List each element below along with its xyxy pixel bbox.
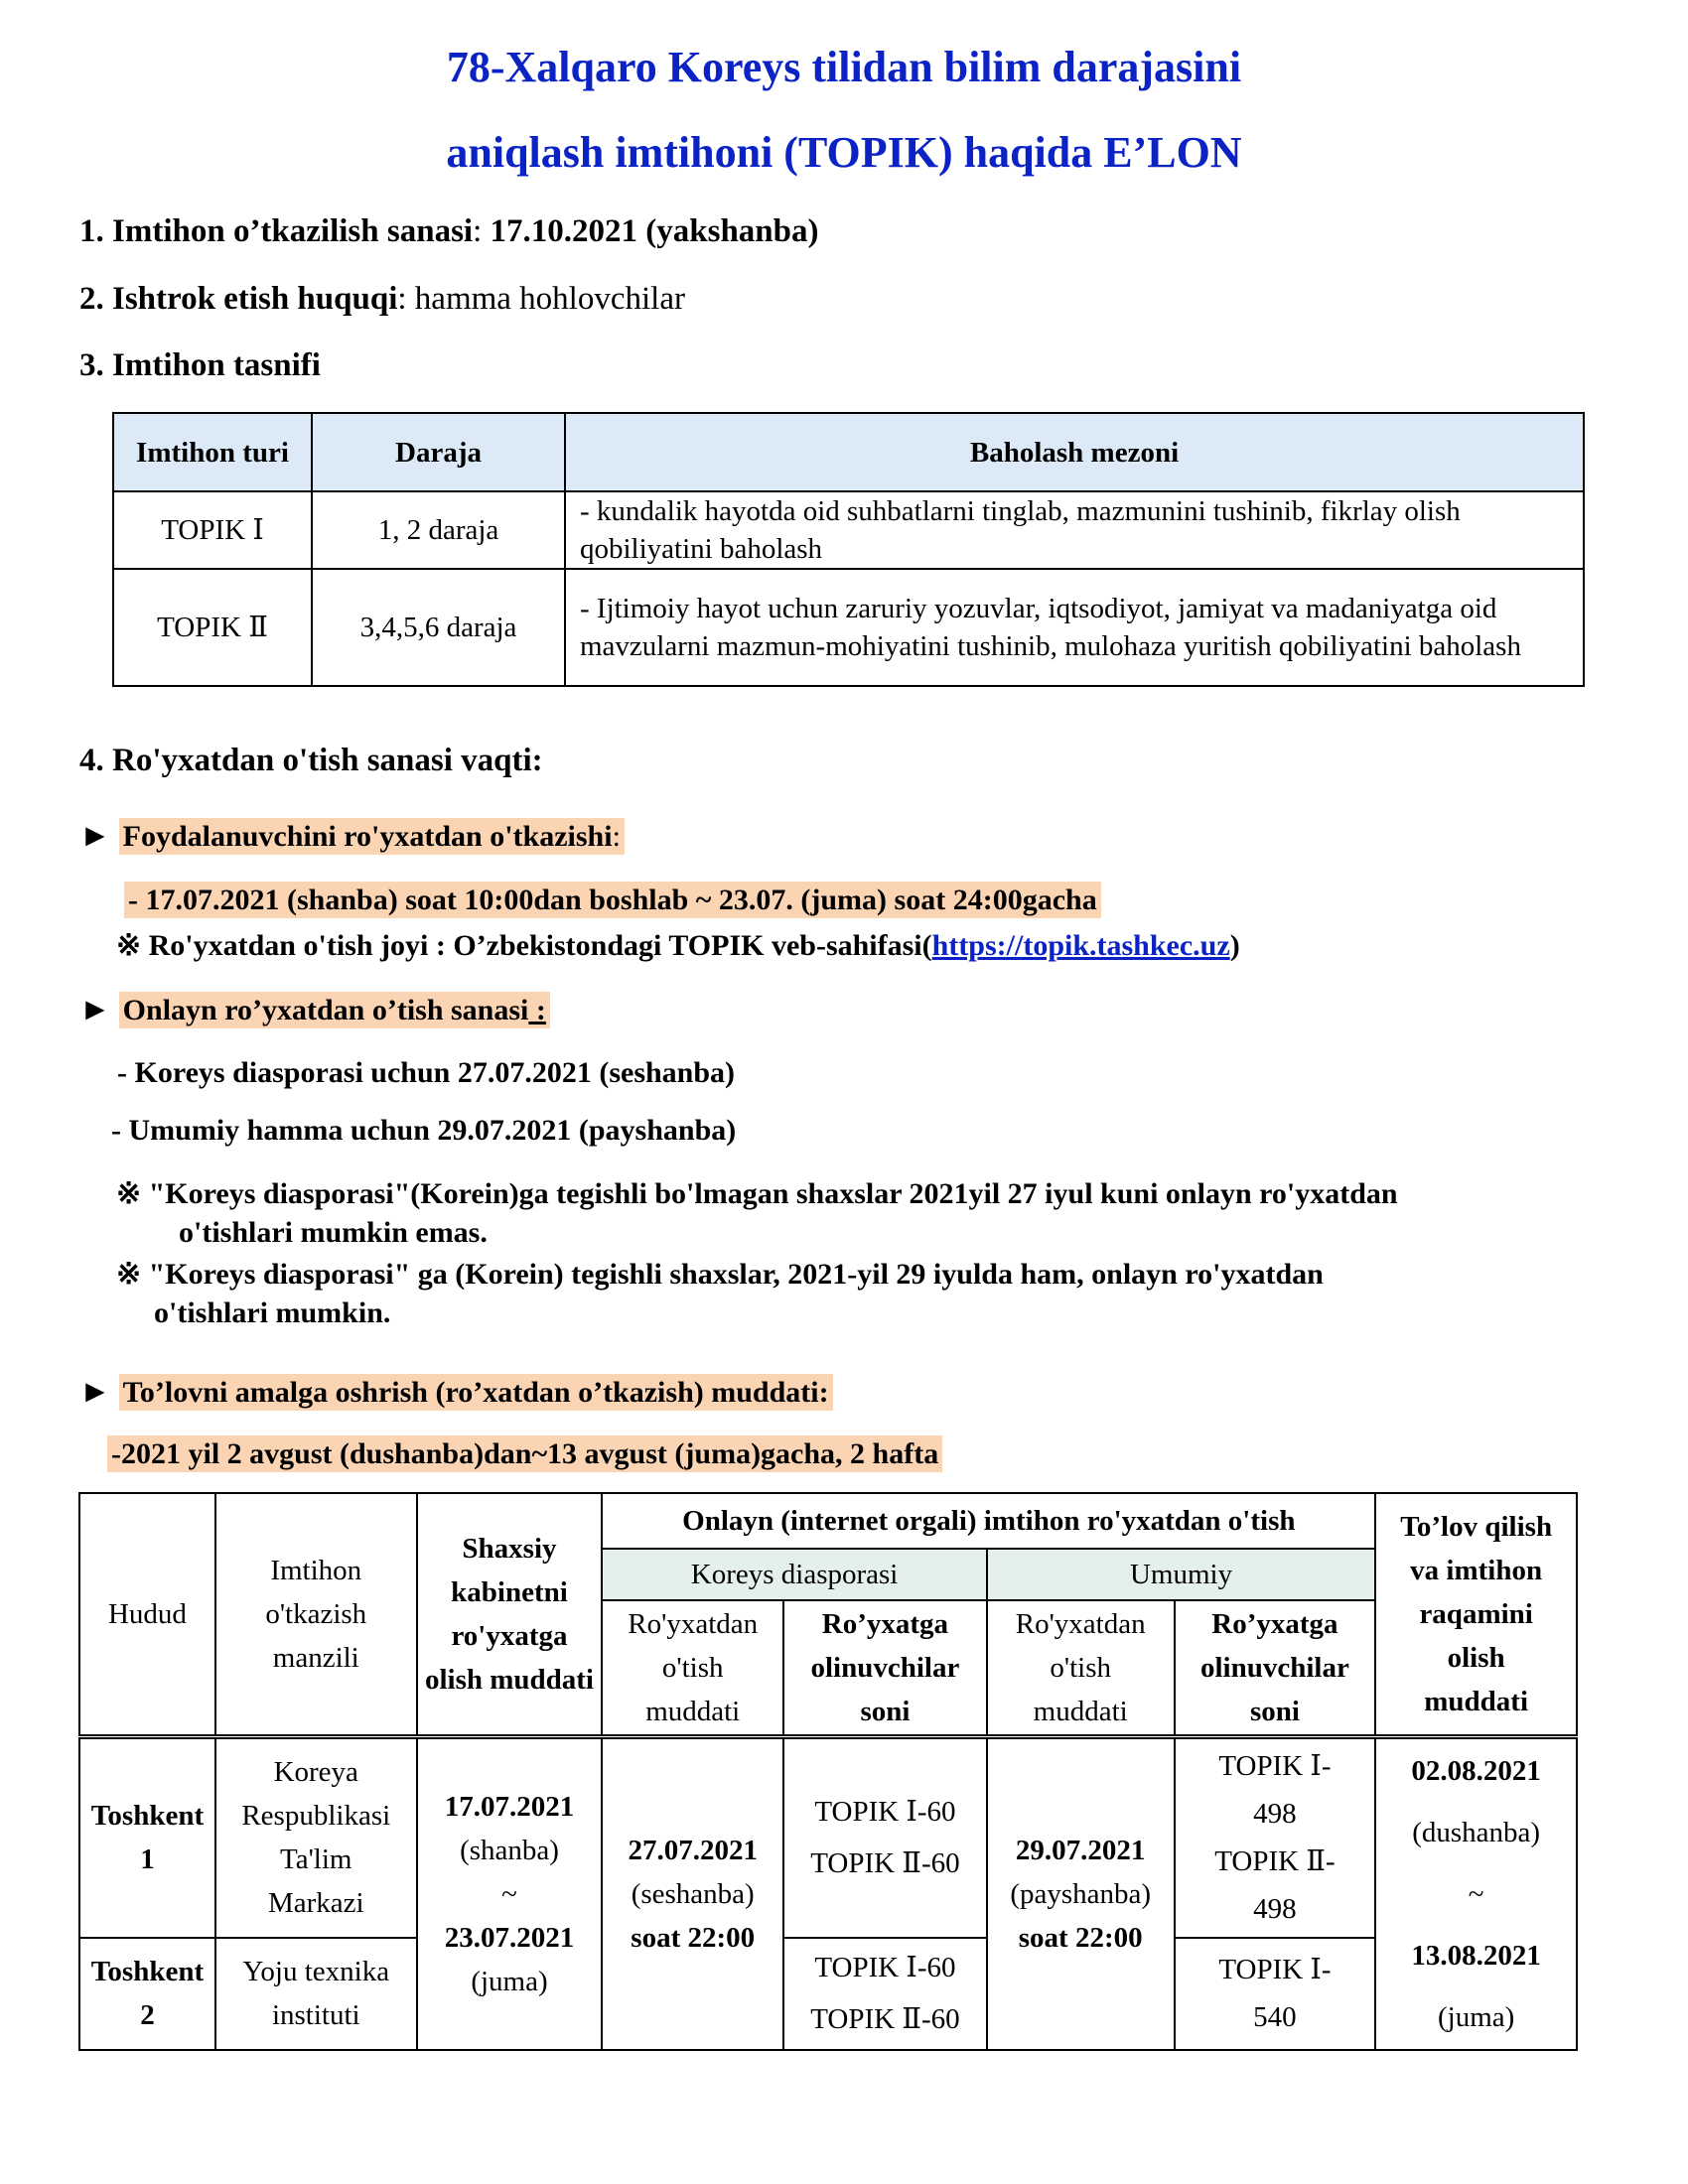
address-cell: Yoju texnika instituti [215, 1938, 417, 2050]
general-date: - Umumiy hamma uchun 29.07.2021 (payshanba) [111, 1114, 737, 1147]
registration-schedule-table [78, 1492, 1578, 2051]
user-registration-dates: - 17.07.2021 (shanba) soat 10:00dan boshlab ~ 23.07. (juma) soat 24:00gacha [124, 884, 1101, 917]
table-row [79, 1938, 1577, 2050]
diaspora-count-cell: TOPIK Ⅰ-60 TOPIK Ⅱ-60 [783, 1737, 987, 1938]
header-criteria: Baholash mezoni [565, 413, 1584, 491]
header-region: Hudud [79, 1493, 215, 1737]
topik-website-link[interactable]: https://topik.tashkec.uz [931, 929, 1230, 962]
diaspora-date: - Koreys diasporasi uchun 27.07.2021 (seshanba) [117, 1056, 736, 1089]
table-row [113, 569, 1584, 686]
registration-heading-text: 4. Ro'yxatdan o'tish sanasi vaqti: [79, 743, 543, 778]
header-general: Umumiy [987, 1549, 1376, 1600]
exam-classification-table [112, 412, 1585, 687]
arrow-icon: ► [79, 817, 111, 853]
online-registration-heading [79, 991, 550, 1027]
row-criteria: - kundalik hayotda oid suhbatlarni tinglab, mazmunini tushinib, fikrlay olish qobiliyatini baholash [565, 491, 1584, 569]
diaspora-note-2-cont: o'tishlari mumkin. [154, 1297, 391, 1329]
participation-label: 2. Ishtrok etish huquqi [79, 281, 398, 317]
user-registration-heading [79, 817, 625, 854]
general-count-cell: TOPIK Ⅰ- 540 [1175, 1938, 1376, 2050]
table-row [79, 1737, 1577, 1938]
online-registration-label: Onlayn ro’yxatdan o’tish sanasi : [119, 992, 550, 1028]
table-header-row [113, 413, 1584, 491]
diaspora-note-2: ※ "Koreys diasporasi" ga (Korein) tegishli shaxslar, 2021-yil 29 iyulda ham, onlayn ro'yxatdan [116, 1258, 1324, 1291]
arrow-icon: ► [79, 1373, 111, 1409]
exam-date-item [79, 213, 819, 250]
exam-date-value: 17.10.2021 (yakshanba) [490, 213, 819, 249]
participation-item [79, 281, 685, 318]
diaspora-period-cell: 27.07.2021 (seshanba) soat 22:00 [602, 1737, 783, 2051]
payment-heading [79, 1373, 833, 1410]
exam-date-sep: : [473, 213, 491, 249]
participation-value: hamma hohlovchilar [414, 281, 685, 317]
general-period-cell: 29.07.2021 (payshanba) soat 22:00 [987, 1737, 1175, 2051]
header-address: Imtihon o'tkazish manzili [215, 1493, 417, 1737]
row-criteria: - Ijtimoiy hayot uchun zaruriy yozuvlar, iqtsodiyot, jamiyat va madaniyatga oid mavzularni mazmun-mohiyatini tushinib, mulohaza yuritish qobiliyatini baholash [565, 569, 1584, 686]
registration-place-note: ※ Ro'yxatdan o'tish joyi : O’zbekistondagi TOPIK veb-sahifasi(https://topik.tashkec.uz) [116, 929, 1240, 962]
payment-dates: -2021 yil 2 avgust (dushanba)dan~13 avgust (juma)gacha, 2 hafta [107, 1437, 942, 1471]
header-diaspora: Koreys diasporasi [602, 1549, 986, 1600]
user-registration-label: Foydalanuvchini ro'yxatdan o'tkazishi: [119, 818, 625, 855]
row-exam-type: TOPIK Ⅰ [113, 491, 312, 569]
cabinet-period-cell: 17.07.2021 (shanba) ~ 23.07.2021 (juma) [417, 1737, 603, 2051]
header-diaspora-period: Ro'yxatdan o'tish muddati [602, 1600, 783, 1737]
header-exam-type: Imtihon turi [113, 413, 312, 491]
exam-classification-label: 3. Imtihon tasnifi [79, 347, 321, 383]
registration-heading [79, 743, 543, 779]
row-level: 3,4,5,6 daraja [312, 569, 565, 686]
arrow-icon: ► [79, 991, 111, 1026]
header-payment-period: To’lov qilish va imtihon raqamini olish muddati [1375, 1493, 1577, 1737]
header-cabinet-period: Shaxsiy kabinetni ro'yxatga olish muddati [417, 1493, 603, 1737]
diaspora-count-cell: TOPIK Ⅰ-60 TOPIK Ⅱ-60 [783, 1938, 987, 2050]
payment-label: To’lovni amalga oshrish (ro’xatdan o’tkazish) muddati: [119, 1374, 833, 1411]
row-level: 1, 2 daraja [312, 491, 565, 569]
region-cell: Toshkent 2 [79, 1938, 215, 2050]
announcement-title-line1: 78-Xalqaro Koreys tilidan bilim darajasini [446, 43, 1242, 91]
table-row [113, 491, 1584, 569]
region-cell: Toshkent 1 [79, 1737, 215, 1938]
announcement-title-line2: aniqlash imtihoni (TOPIK) haqida E’LON [446, 128, 1242, 177]
diaspora-note-1: ※ "Koreys diasporasi"(Korein)ga tegishli bo'lmagan shaxslar 2021yil 27 iyul kuni onlayn ro'yxatdan [116, 1177, 1398, 1210]
diaspora-note-1-cont: o'tishlari mumkin emas. [179, 1216, 488, 1249]
general-count-cell: TOPIK Ⅰ- 498 TOPIK Ⅱ- 498 [1175, 1737, 1376, 1938]
header-diaspora-count: Ro’yxatga olinuvchilar soni [783, 1600, 987, 1737]
address-cell: Koreya Respublikasi Ta'lim Markazi [215, 1737, 417, 1938]
header-online-registration: Onlayn (internet orgali) imtihon ro'yxatdan o'tish [602, 1493, 1375, 1549]
payment-period-cell: 02.08.2021 (dushanba) ~ 13.08.2021 (juma) [1375, 1737, 1577, 2051]
header-general-period: Ro'yxatdan o'tish muddati [987, 1600, 1175, 1737]
header-level: Daraja [312, 413, 565, 491]
exam-date-label: 1. Imtihon o’tkazilish sanasi [79, 213, 474, 249]
exam-classification-item [79, 347, 321, 384]
row-exam-type: TOPIK Ⅱ [113, 569, 312, 686]
participation-sep: : [397, 281, 415, 317]
header-general-count: Ro’yxatga olinuvchilar soni [1175, 1600, 1376, 1737]
